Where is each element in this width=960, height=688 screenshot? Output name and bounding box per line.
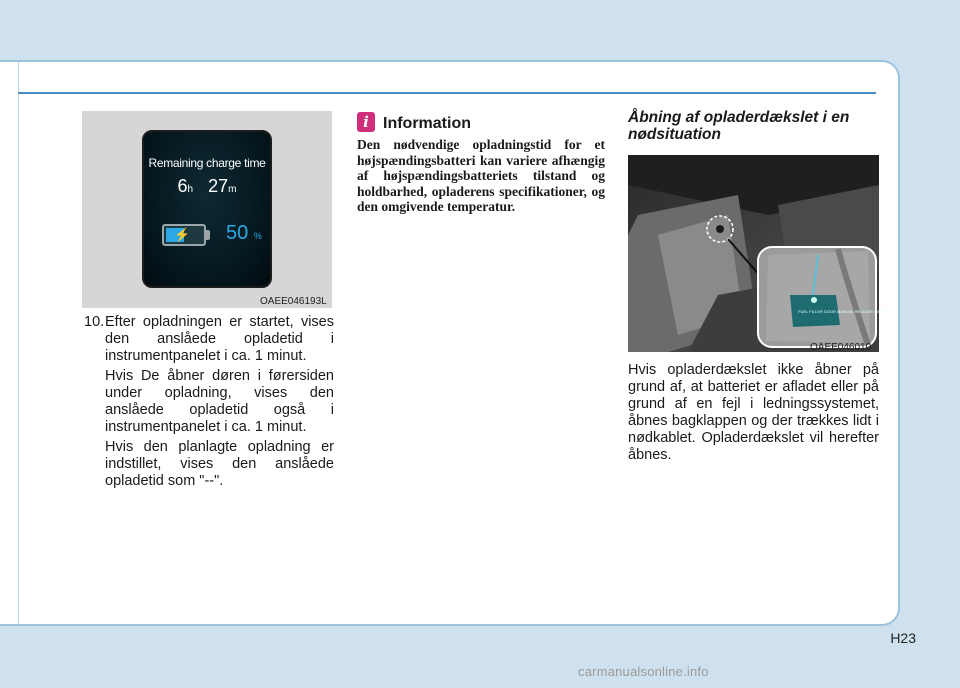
- watermark-text: carmanualsonline.info: [578, 664, 709, 679]
- display-hours: 6: [177, 176, 188, 196]
- information-title: Information: [383, 115, 471, 132]
- figure-code-2: OAEE046010: [810, 342, 872, 353]
- display-percent-value: 50: [226, 222, 249, 244]
- display-percent: [226, 222, 262, 245]
- information-body: Den nødvendige opladningstid for et højspændingsbatteri kan variere afhængig af højspændingsbatteriets tilstand og holdbarhed, opladerens specifikationer, og den omgivende temperatur.: [357, 137, 605, 215]
- display-percent-unit: %: [253, 231, 262, 241]
- display-remaining-time: [144, 176, 270, 197]
- inner-margin-line: [18, 62, 19, 624]
- info-icon: i: [357, 112, 375, 132]
- figure-code: OAEE046193L: [260, 296, 327, 307]
- item-paragraph-2: Hvis De åbner døren i førersiden under opladning, vises den anslåede opladetid også i instrumentpanelet i ca. 1 minut.: [105, 368, 334, 435]
- item-number: 10.: [84, 314, 105, 330]
- page-number: H23: [890, 630, 916, 646]
- display-minutes-unit: m: [228, 184, 237, 195]
- instrument-cluster-display: [142, 130, 272, 288]
- charge-time-figure: [82, 111, 332, 308]
- charging-bolt-icon: ⚡: [174, 227, 191, 242]
- tag-label: FUEL FILLER DOOR MANUAL RELEASE HANDLE: [798, 309, 891, 314]
- battery-terminal: [206, 230, 210, 240]
- trunk-release-figure: [628, 155, 891, 352]
- section-heading: Åbning af opladerdækslet i en nødsituation: [628, 109, 850, 143]
- display-minutes: 27: [208, 176, 229, 196]
- item-text: Efter opladningen er startet, vises den anslåede opladetid i instrumentpanelet i ca. 1 minut.: [105, 314, 334, 364]
- emergency-body: Hvis opladerdækslet ikke åbner på grund af, at batteriet er afladet eller på grund af en fejl i ledningssystemet, åbnes bagklappen og der trækkes lidt i nødkablet. Opladerdækslet vil herefter åbnes.: [628, 362, 879, 463]
- item-paragraph-3: Hvis den planlagte opladning er indstillet, vises den anslåede opladetid som "--".: [105, 439, 334, 489]
- trunk-illustration: [628, 155, 891, 352]
- header-rule: [18, 92, 876, 94]
- display-heading: Remaining charge time: [148, 156, 266, 170]
- display-hours-unit: h: [187, 184, 194, 195]
